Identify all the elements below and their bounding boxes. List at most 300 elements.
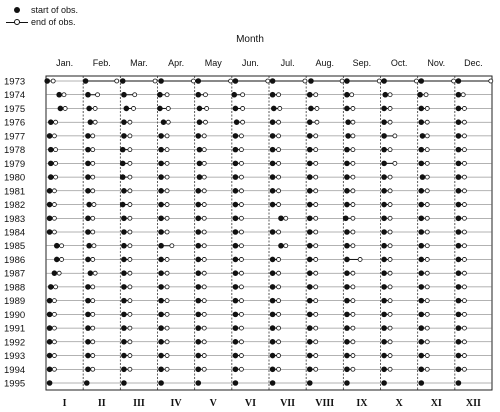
end-of-obs-point [153,79,157,83]
end-of-obs-point [92,244,96,248]
end-of-obs-point [128,203,132,207]
start-of-obs-point [47,202,53,208]
start-of-obs-point [456,257,462,263]
end-of-obs-point [314,285,318,289]
start-of-obs-point [270,312,276,318]
end-of-obs-point [54,161,58,165]
start-of-obs-point [344,339,350,345]
start-of-obs-point [47,353,53,359]
year-label: 1981 [4,186,26,198]
start-of-obs-point [418,78,424,84]
end-of-obs-point [462,189,466,193]
start-of-obs-point [85,161,91,167]
start-of-obs-point [157,92,163,98]
end-of-obs-point [202,175,206,179]
end-of-obs-point [202,367,206,371]
end-of-obs-point [239,257,243,261]
start-of-obs-point [456,161,462,167]
end-of-obs-point [425,120,429,124]
end-of-obs-point [128,148,132,152]
start-of-obs-point [233,270,239,276]
end-of-obs-point [52,134,56,138]
start-of-obs-point [48,284,54,290]
end-of-obs-point [91,285,95,289]
start-of-obs-point [381,312,387,318]
end-of-obs-point [388,285,392,289]
start-of-obs-point [158,161,164,167]
end-of-obs-point [351,312,355,316]
start-of-obs-point [381,106,387,112]
end-of-obs-point [351,148,355,152]
start-of-obs-point [195,257,201,263]
end-of-obs-point [202,285,206,289]
start-of-obs-point [48,147,54,153]
end-of-obs-point [202,312,206,316]
year-label: 1995 [4,378,26,390]
end-of-obs-point [91,312,95,316]
end-of-obs-point [351,367,355,371]
end-of-obs-point [91,148,95,152]
year-label: 1976 [4,117,26,129]
end-of-obs-point [340,79,344,83]
end-of-obs-point [314,340,318,344]
end-of-obs-point [91,257,95,261]
start-of-obs-point [270,188,276,194]
start-of-obs-point [158,229,164,235]
year-label: 1989 [4,296,26,308]
start-of-obs-point [85,353,91,359]
end-of-obs-point [165,161,169,165]
end-of-obs-point [239,299,243,303]
end-of-obs-point [93,120,97,124]
end-of-obs-point [128,257,132,261]
start-of-obs-point [344,78,350,84]
start-of-obs-point [307,366,313,372]
end-of-obs-point [462,161,466,165]
legend-entry-start [6,4,78,16]
start-of-obs-point [233,174,239,180]
start-of-obs-point [121,133,127,139]
end-of-obs-point [314,216,318,220]
end-of-obs-point [203,93,207,97]
end-of-obs-point [425,230,429,234]
end-of-obs-point [241,106,245,110]
end-of-obs-point [229,79,233,83]
start-of-obs-point [234,119,240,125]
end-of-obs-point [277,312,281,316]
end-of-obs-point [91,367,95,371]
end-of-obs-point [165,299,169,303]
start-of-obs-point [197,106,203,112]
start-of-obs-point [158,380,164,386]
start-of-obs-point [307,229,313,235]
start-of-obs-point [47,325,53,331]
end-of-obs-point [203,120,207,124]
start-of-obs-point [270,339,276,345]
end-of-obs-point [202,271,206,275]
year-label: 1977 [4,131,26,143]
end-of-obs-point [165,367,169,371]
start-of-obs-point [418,202,424,208]
legend-entry-end [6,16,78,28]
end-of-obs-point [52,216,56,220]
start-of-obs-point [233,106,239,112]
end-of-obs-point [351,175,355,179]
month-label-top: Dec. [464,58,483,68]
start-of-obs-point [85,215,91,221]
start-of-obs-point [456,243,462,249]
end-of-obs-point [128,299,132,303]
end-of-obs-point [284,216,288,220]
start-of-obs-point [161,119,167,125]
end-of-obs-point [462,340,466,344]
end-of-obs-point [462,271,466,275]
start-of-obs-point [456,339,462,345]
start-of-obs-point [307,284,313,290]
end-of-obs-point [239,285,243,289]
end-of-obs-point [388,203,392,207]
month-label-top: Mar. [130,58,148,68]
end-of-obs-point [51,79,55,83]
month-label-top: Jan. [56,58,74,68]
end-of-obs-point [393,134,397,138]
end-of-obs-point [239,244,243,248]
start-of-obs-point [307,133,313,139]
start-of-obs-point [233,188,239,194]
end-of-obs-point [393,161,397,165]
end-of-obs-point [128,326,132,330]
end-of-obs-point [91,326,95,330]
end-of-obs-point [133,93,137,97]
end-of-obs-point [62,93,66,97]
end-of-obs-point [277,175,281,179]
end-of-obs-point [239,367,243,371]
end-of-obs-point [165,257,169,261]
start-of-obs-point [85,325,91,331]
end-of-obs-point [314,203,318,207]
end-of-obs-point [425,244,429,248]
start-of-obs-point [344,161,350,167]
start-of-obs-point [418,257,424,263]
end-of-obs-point [425,148,429,152]
end-of-obs-point [351,326,355,330]
start-of-obs-point [270,174,276,180]
start-of-obs-point [58,106,64,112]
start-of-obs-point [197,174,203,180]
start-of-obs-point [270,133,276,139]
start-of-obs-point [456,188,462,194]
end-of-obs-point [115,79,119,83]
start-of-obs-point [47,133,53,139]
end-of-obs-point [277,299,281,303]
start-of-obs-point [88,119,94,125]
start-of-obs-point [56,92,62,98]
start-of-obs-point [344,243,350,249]
start-of-obs-point [418,215,424,221]
end-of-obs-point [314,271,318,275]
start-of-obs-point [270,229,276,235]
end-of-obs-point [165,216,169,220]
end-of-obs-point [202,244,206,248]
end-of-obs-point [315,106,319,110]
start-of-obs-point [120,78,126,84]
legend-label-start: start of obs. [31,5,79,15]
start-of-obs-point [158,78,164,84]
end-of-obs-point [60,257,64,261]
start-of-obs-point [456,119,462,125]
end-of-obs-point [52,340,56,344]
start-of-obs-point [307,325,313,331]
end-of-obs-point [351,230,355,234]
end-of-obs-point [54,120,58,124]
end-of-obs-point [202,216,206,220]
start-of-obs-point [121,257,127,263]
start-of-obs-point [344,380,350,386]
start-of-obs-point [456,353,462,359]
end-of-obs-point [202,134,206,138]
start-of-obs-point [270,366,276,372]
start-of-obs-point [44,78,50,84]
end-of-obs-point [277,257,281,261]
end-of-obs-point [425,285,429,289]
end-of-obs-point [425,271,429,275]
end-of-obs-point [351,189,355,193]
end-of-obs-point [166,120,170,124]
start-of-obs-point [47,215,53,221]
start-of-obs-point [456,298,462,304]
end-of-obs-point [462,285,466,289]
start-of-obs-point [195,325,201,331]
year-label: 1973 [4,76,26,88]
end-of-obs-point [314,299,318,303]
end-of-obs-point [277,161,281,165]
end-of-obs-point [314,230,318,234]
start-of-obs-point [158,284,164,290]
end-of-obs-point [462,326,466,330]
end-of-obs-point [91,161,95,165]
end-of-obs-point [266,79,270,83]
end-of-obs-point [351,203,355,207]
end-of-obs-point [52,299,56,303]
end-of-obs-point [425,340,429,344]
end-of-obs-point [91,299,95,303]
start-of-obs-point [83,78,89,84]
end-of-obs-point [388,230,392,234]
end-of-obs-point [277,367,281,371]
end-of-obs-point [96,93,100,97]
start-of-obs-point [121,339,127,345]
start-of-obs-point [345,119,351,125]
start-of-obs-point [344,284,350,290]
start-of-obs-point [121,215,127,221]
end-of-obs-point [128,189,132,193]
start-of-obs-point [278,215,284,221]
month-label-roman: IV [170,398,182,409]
start-of-obs-point [344,106,350,112]
month-label-top: Feb. [92,58,111,68]
start-of-obs-point [307,215,313,221]
start-of-obs-point [52,270,58,276]
start-of-obs-point [233,161,239,167]
month-label-top: Sep. [352,58,372,68]
year-label: 1980 [4,172,26,184]
start-of-obs-point [381,366,387,372]
start-of-obs-point [381,188,387,194]
start-of-obs-point [85,312,91,318]
end-of-obs-point [489,79,493,83]
end-of-obs-point [425,203,429,207]
start-of-obs-point [307,188,313,194]
start-of-obs-point [418,284,424,290]
start-of-obs-point [158,353,164,359]
start-of-obs-point [233,366,239,372]
end-of-obs-point [91,134,95,138]
start-of-obs-point [344,366,350,372]
end-of-obs-point [462,367,466,371]
end-of-obs-point [128,354,132,358]
end-of-obs-point [239,189,243,193]
year-label: 1993 [4,351,26,363]
start-of-obs-point [456,106,462,112]
start-of-obs-point [270,284,276,290]
month-label-roman: II [97,398,106,409]
end-of-obs-point [239,271,243,275]
start-of-obs-point [344,174,350,180]
end-of-obs-point [128,312,132,316]
start-of-obs-point [344,257,350,263]
end-of-obs-point [314,326,318,330]
end-of-obs-point [202,148,206,152]
end-of-obs-point [425,189,429,193]
end-of-obs-point [414,79,418,83]
end-of-obs-point [388,367,392,371]
year-label: 1994 [4,364,26,376]
start-of-obs-point [85,339,91,345]
start-of-obs-point [381,325,387,331]
start-of-obs-point [158,215,164,221]
year-label: 1986 [4,254,26,266]
start-of-obs-point [85,366,91,372]
end-of-obs-point [165,203,169,207]
start-of-obs-point [195,188,201,194]
end-of-obs-point [128,216,132,220]
start-of-obs-point [158,366,164,372]
end-of-obs-point [202,203,206,207]
end-of-obs-point [303,79,307,83]
end-of-obs-point [314,312,318,316]
end-of-obs-point [462,134,466,138]
end-of-obs-point [277,230,281,234]
end-of-obs-point [91,216,95,220]
start-of-obs-point [158,202,164,208]
end-of-obs-point [57,271,61,275]
start-of-obs-point [270,353,276,359]
start-of-obs-point [121,119,127,125]
start-of-obs-point [195,133,201,139]
start-of-obs-point [85,188,91,194]
start-of-obs-point [308,78,314,84]
start-of-obs-point [85,133,91,139]
end-of-obs-point [128,134,132,138]
start-of-obs-point [418,353,424,359]
start-of-obs-point [307,161,313,167]
end-of-obs-point [202,230,206,234]
end-of-obs-point [165,148,169,152]
year-label: 1990 [4,309,26,321]
start-of-obs-point [121,298,127,304]
end-of-obs-point [351,161,355,165]
start-of-obs-point [47,229,53,235]
end-of-obs-point [461,93,465,97]
start-of-obs-point [158,257,164,263]
start-of-obs-point [233,147,239,153]
start-of-obs-point [381,78,387,84]
start-of-obs-point [48,161,54,167]
end-of-obs-point [205,106,209,110]
end-of-obs-point [54,285,58,289]
start-of-obs-point [54,257,60,263]
end-of-obs-point [277,340,281,344]
start-of-obs-point [195,298,201,304]
end-of-obs-point [52,203,56,207]
month-label-roman: VIII [315,398,335,409]
end-of-obs-point [165,134,169,138]
start-of-obs-point [195,243,201,249]
start-of-obs-point [47,339,53,345]
start-of-obs-point [47,188,53,194]
month-label-top: Nov. [427,58,446,68]
start-of-obs-point [418,366,424,372]
start-of-obs-point [270,257,276,263]
end-of-obs-point [425,354,429,358]
month-label-top: Jun. [241,58,259,68]
end-of-obs-point [54,175,58,179]
end-of-obs-point [165,285,169,289]
end-of-obs-point [424,93,428,97]
end-of-obs-point [202,340,206,344]
start-of-obs-point [233,78,239,84]
start-of-obs-point [85,174,91,180]
end-of-obs-point [277,120,281,124]
start-of-obs-point [158,188,164,194]
end-of-obs-point [462,203,466,207]
end-of-obs-point [314,175,318,179]
end-of-obs-point [202,161,206,165]
end-of-obs-point [462,299,466,303]
start-of-obs-point [381,339,387,345]
month-label-roman: VII [280,398,296,409]
start-of-obs-point [120,174,126,180]
end-of-obs-point [314,244,318,248]
start-of-obs-point [456,325,462,331]
start-of-obs-point [456,174,462,180]
end-of-obs-point [277,354,281,358]
end-of-obs-point [239,134,243,138]
start-of-obs-point [233,229,239,235]
start-of-obs-point [47,298,53,304]
start-of-obs-point [120,161,126,167]
month-label-top: Apr. [168,58,185,68]
start-of-obs-point [195,366,201,372]
end-of-obs-point [128,161,132,165]
month-label-roman: VI [244,398,256,409]
end-of-obs-point [388,189,392,193]
end-of-obs-point [315,120,319,124]
end-of-obs-point [202,257,206,261]
start-of-obs-point [85,298,91,304]
start-of-obs-point [307,353,313,359]
end-of-obs-point [388,244,392,248]
